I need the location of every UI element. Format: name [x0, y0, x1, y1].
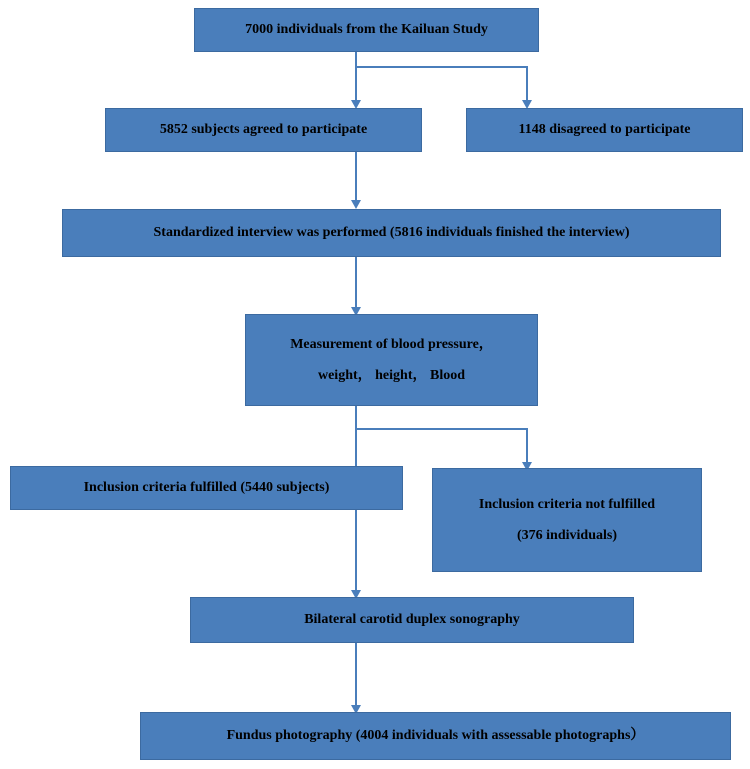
flow-node-agreed — [105, 108, 422, 152]
flow-node-label-line2: weight， height， Blood — [317, 368, 465, 383]
connector-n5-to-n7 — [526, 428, 528, 464]
flow-node-label: Bilateral carotid duplex sonography — [304, 612, 520, 628]
flow-node-disagreed — [466, 108, 743, 152]
connector-n5-down — [355, 406, 357, 428]
flow-node-label: 5852 subjects agreed to participate — [159, 122, 368, 138]
connector-n4-to-n5 — [355, 257, 357, 309]
connector-n2-to-n4 — [355, 152, 357, 202]
flow-node-standardized-interview — [62, 209, 721, 257]
arrowhead-n2-to-n4 — [351, 200, 361, 209]
flow-node-label: Inclusion criteria not fulfilled — [478, 496, 656, 512]
flow-node-label: 7000 individuals from the Kailuan Study — [245, 22, 488, 38]
flow-node-inclusion-fulfilled — [10, 466, 403, 510]
connector-n8-to-n9 — [355, 643, 357, 707]
connector-split-bar-1 — [355, 66, 527, 68]
connector-n1-to-n3 — [526, 66, 528, 102]
connector-n1-down — [355, 52, 357, 66]
flow-node-label: 1148 disagreed to participate — [518, 122, 691, 138]
flow-node-fundus-photography — [140, 712, 731, 760]
flow-node-label-line2: (376 individuals) — [517, 528, 617, 543]
flow-node-total-individuals — [194, 8, 539, 52]
connector-n6-to-n8 — [355, 510, 357, 592]
connector-n1-to-n2 — [355, 66, 357, 102]
flow-node-carotid-sonography — [190, 597, 634, 643]
connector-n5-to-n6 — [355, 428, 357, 466]
flow-node-measurements — [245, 314, 538, 406]
connector-split-bar-2 — [355, 428, 527, 430]
flow-node-inclusion-not-fulfilled — [432, 468, 702, 572]
flow-node-label: Standardized interview was performed (5816 individuals finished the interview) — [153, 225, 630, 241]
flow-node-label: Fundus photography (4004 individuals with assessable photographs） — [226, 728, 645, 744]
flow-node-label: Measurement of blood pressure， — [290, 336, 493, 352]
flow-node-label: Inclusion criteria fulfilled (5440 subjects) — [83, 480, 330, 496]
